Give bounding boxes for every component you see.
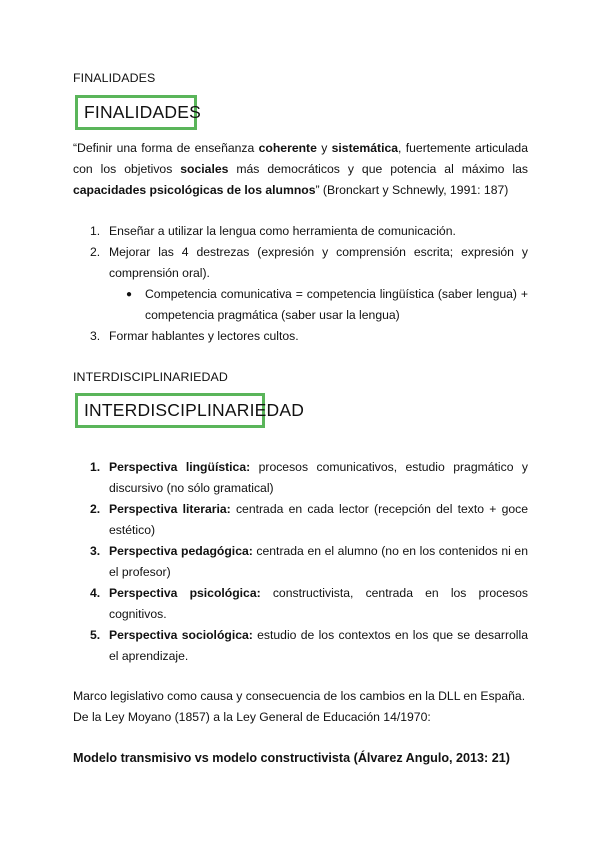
list-number: 2. [90,502,101,516]
list-number: 3. [90,544,101,558]
list-item [90,457,529,499]
quote-bold: sistemática [331,141,399,155]
list-item [90,541,528,583]
interdisciplinariedad-title-box: INTERDISCIPLINARIEDAD [75,393,265,428]
quote-paragraph [73,138,528,201]
bullet-icon: ● [126,289,133,300]
perspective-label: Perspectiva lingüística: [109,460,251,474]
quote-text: “Definir una forma de enseñanza [73,141,259,155]
perspective-label: Perspectiva psicológica: [109,586,261,600]
list-item [90,625,528,667]
legislative-paragraph [73,686,525,728]
perspective-text: centrada en el alumno (no en los contenidos ni en el profesor) [109,544,528,579]
perspective-label: Perspectiva literaria: [109,502,231,516]
perspective-label: Perspectiva pedagógica: [109,544,253,558]
section-heading-finalidades: FINALIDADES [73,71,156,85]
list-item [90,221,528,242]
list-item [90,242,528,284]
list-number: 2. [90,245,101,259]
quote-text: y [316,141,332,155]
list-item-text: Formar hablantes y lectores cultos. [109,329,299,343]
paragraph-line: Marco legislativo como causa y consecuencia de los cambios en la DLL en España. [73,689,526,703]
sub-bullet-text: Competencia comunicativa = competencia lingüística (saber lengua) + competencia pragmática (saber usar la lengua) [145,287,528,322]
quote-text: más democráticos y que potencia al máximo las [228,162,528,176]
list-item-text: Mejorar las 4 destrezas (expresión y comprensión escrita; expresión y comprensión oral). [109,245,528,280]
list-item [90,583,528,625]
paragraph-line: De la Ley Moyano (1857) a la Ley General de Educación 14/1970: [73,710,431,724]
model-title: Modelo transmisivo vs modelo constructivista (Álvarez Angulo, 2013: 21) [73,751,510,765]
quote-bold: sociales [180,162,229,176]
finalidades-list [90,221,528,347]
perspective-text: estudio de los contextos en los que se desarrolla el aprendizaje. [109,628,528,663]
section-heading-interdisciplinariedad: INTERDISCIPLINARIEDAD [73,370,228,384]
perspective-text: centrada en cada lector (recepción del texto + goce estético) [109,502,528,537]
list-number: 4. [90,586,101,600]
quote-bold: coherente [258,141,317,155]
quote-text: , fuertemente articulada con los objetivos [73,141,528,176]
quote-bold: capacidades psicológicas de los alumnos [73,183,316,197]
list-item [90,326,528,347]
perspective-text: procesos comunicativos, estudio pragmático y discursivo (no sólo gramatical) [109,460,529,495]
list-number: 3. [90,329,101,343]
sub-list-item [109,284,528,326]
quote-text: ” (Bronckart y Schnewly, 1991: 187) [315,183,509,197]
list-number: 5. [90,628,101,642]
list-item-text: Enseñar a utilizar la lengua como herramienta de comunicación. [109,224,456,238]
finalidades-title-box: FINALIDADES [75,95,197,130]
list-number: 1. [90,460,101,474]
perspective-text: constructivista, centrada en los procesos cognitivos. [109,586,528,621]
perspective-label: Perspectiva sociológica: [109,628,253,642]
list-number: 1. [90,224,101,238]
list-item [90,499,528,541]
perspectivas-list [90,457,529,667]
